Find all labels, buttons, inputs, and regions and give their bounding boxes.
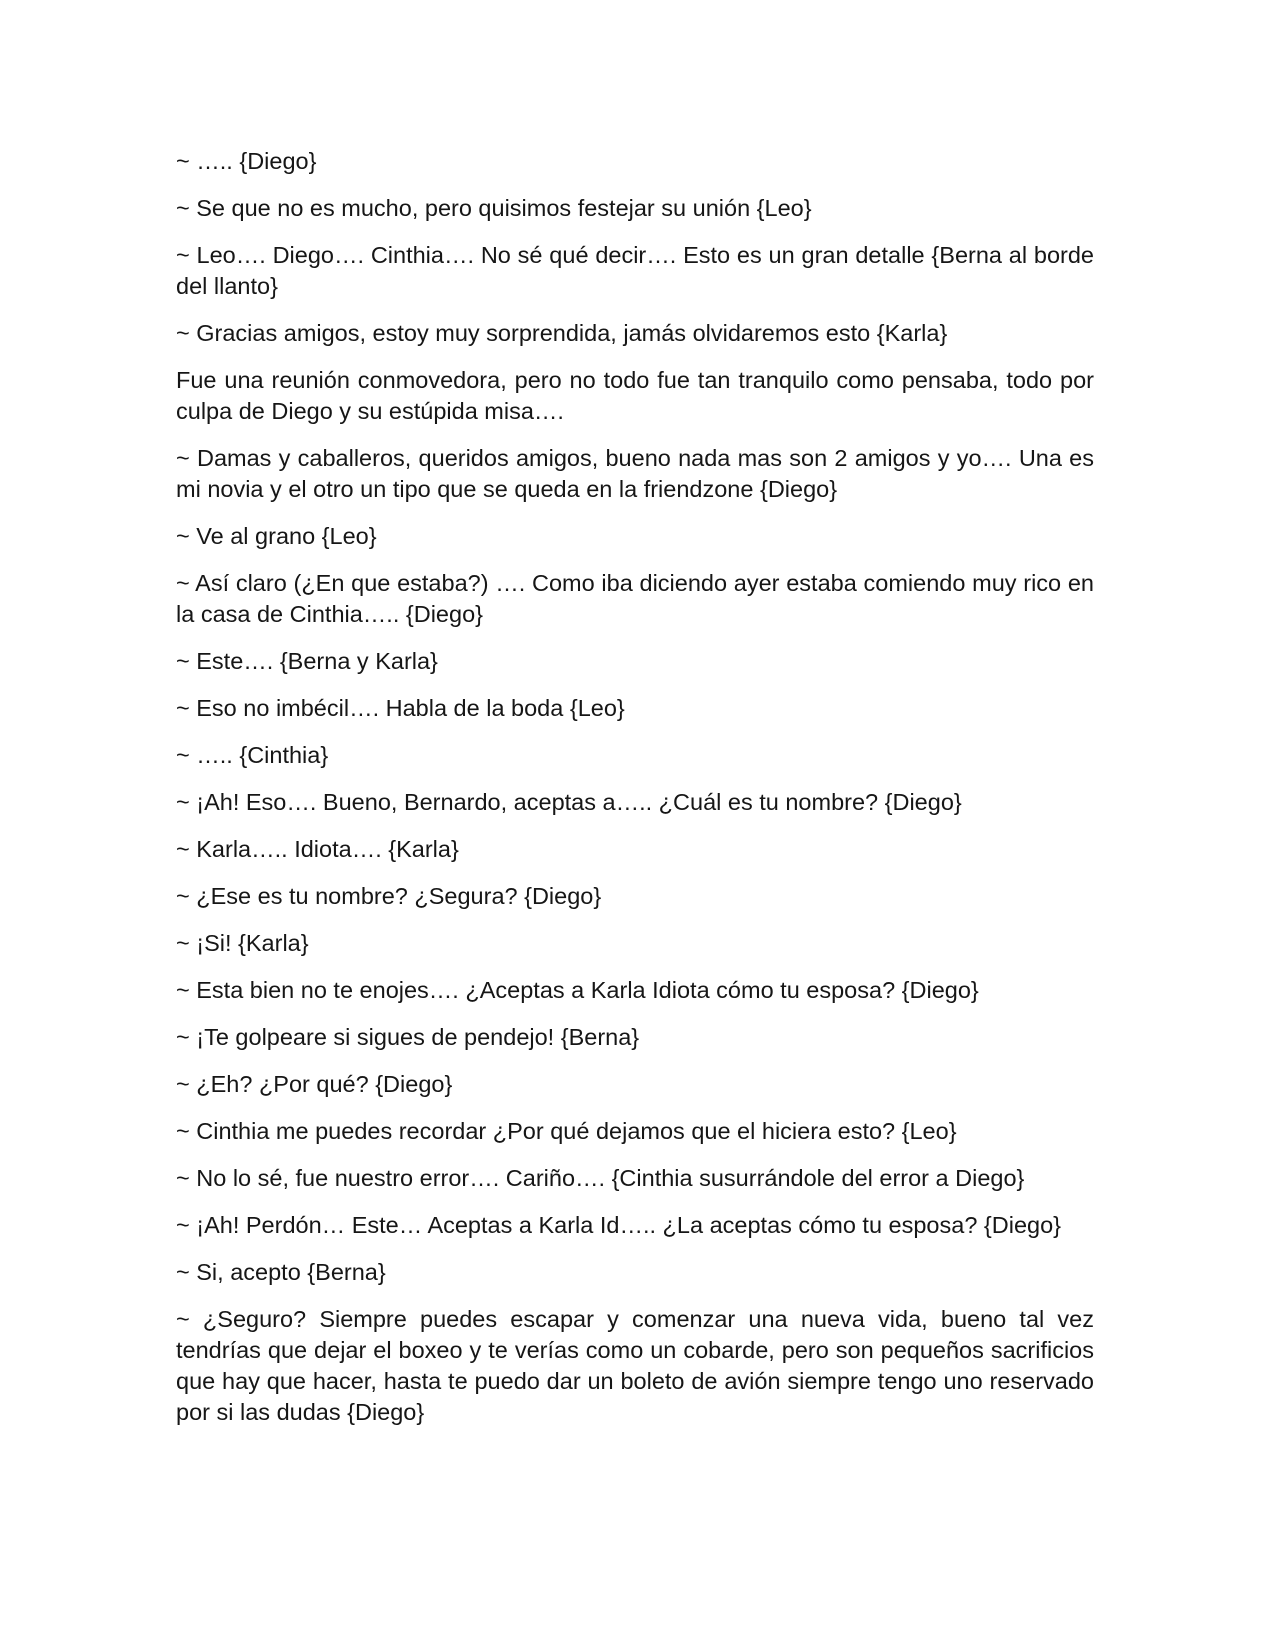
document-body: [176, 146, 1094, 1444]
paragraph: ~ ¿Eh? ¿Por qué? {Diego}: [176, 1071, 453, 1097]
paragraph: ~ ¿Ese es tu nombre? ¿Segura? {Diego}: [176, 883, 602, 909]
paragraph: ~ ….. {Cinthia}: [176, 742, 329, 768]
paragraph: ~ Ve al grano {Leo}: [176, 523, 377, 549]
paragraph: ~ ¿Seguro? Siempre puedes escapar y comenzar una nueva vida, bueno tal vez tendrías que dejar el boxeo y te verías como un cobarde, pero son pequeños sacrificios que hay que hacer, hasta te puedo dar un boleto de avión siempre tengo uno reservado por si las dudas {Diego}: [176, 1306, 1094, 1425]
paragraph: ~ ¡Ah! Eso…. Bueno, Bernardo, aceptas a….. ¿Cuál es tu nombre? {Diego}: [176, 789, 962, 815]
paragraph: Fue una reunión conmovedora, pero no todo fue tan tranquilo como pensaba, todo por culpa de Diego y su estúpida misa….: [176, 367, 1094, 424]
paragraph: ~ Eso no imbécil…. Habla de la boda {Leo}: [176, 695, 625, 721]
paragraph: ~ Gracias amigos, estoy muy sorprendida, jamás olvidaremos esto {Karla}: [176, 320, 948, 346]
paragraph: ~ Damas y caballeros, queridos amigos, bueno nada mas son 2 amigos y yo…. Una es mi novia y el otro un tipo que se queda en la friendzone {Diego}: [176, 445, 1094, 502]
paragraph: ~ ….. {Diego}: [176, 148, 317, 174]
paragraph: ~ Se que no es mucho, pero quisimos festejar su unión {Leo}: [176, 195, 812, 221]
paragraph: ~ ¡Si! {Karla}: [176, 930, 309, 956]
paragraph: ~ Cinthia me puedes recordar ¿Por qué dejamos que el hiciera esto? {Leo}: [176, 1118, 957, 1144]
paragraph: ~ Así claro (¿En que estaba?) …. Como iba diciendo ayer estaba comiendo muy rico en la casa de Cinthia….. {Diego}: [176, 570, 1094, 627]
paragraph: ~ Esta bien no te enojes…. ¿Aceptas a Karla Idiota cómo tu esposa? {Diego}: [176, 977, 979, 1003]
paragraph: ~ Leo…. Diego…. Cinthia…. No sé qué decir…. Esto es un gran detalle {Berna al borde del llanto}: [176, 242, 1094, 299]
paragraph: ~ Karla….. Idiota…. {Karla}: [176, 836, 459, 862]
paragraph: ~ Si, acepto {Berna}: [176, 1259, 386, 1285]
paragraph: ~ No lo sé, fue nuestro error…. Cariño…. {Cinthia susurrándole del error a Diego}: [176, 1165, 1025, 1191]
paragraph: ~ ¡Ah! Perdón… Este… Aceptas a Karla Id….. ¿La aceptas cómo tu esposa? {Diego}: [176, 1212, 1062, 1238]
paragraph: ~ Este…. {Berna y Karla}: [176, 648, 438, 674]
paragraph: ~ ¡Te golpeare si sigues de pendejo! {Berna}: [176, 1024, 640, 1050]
